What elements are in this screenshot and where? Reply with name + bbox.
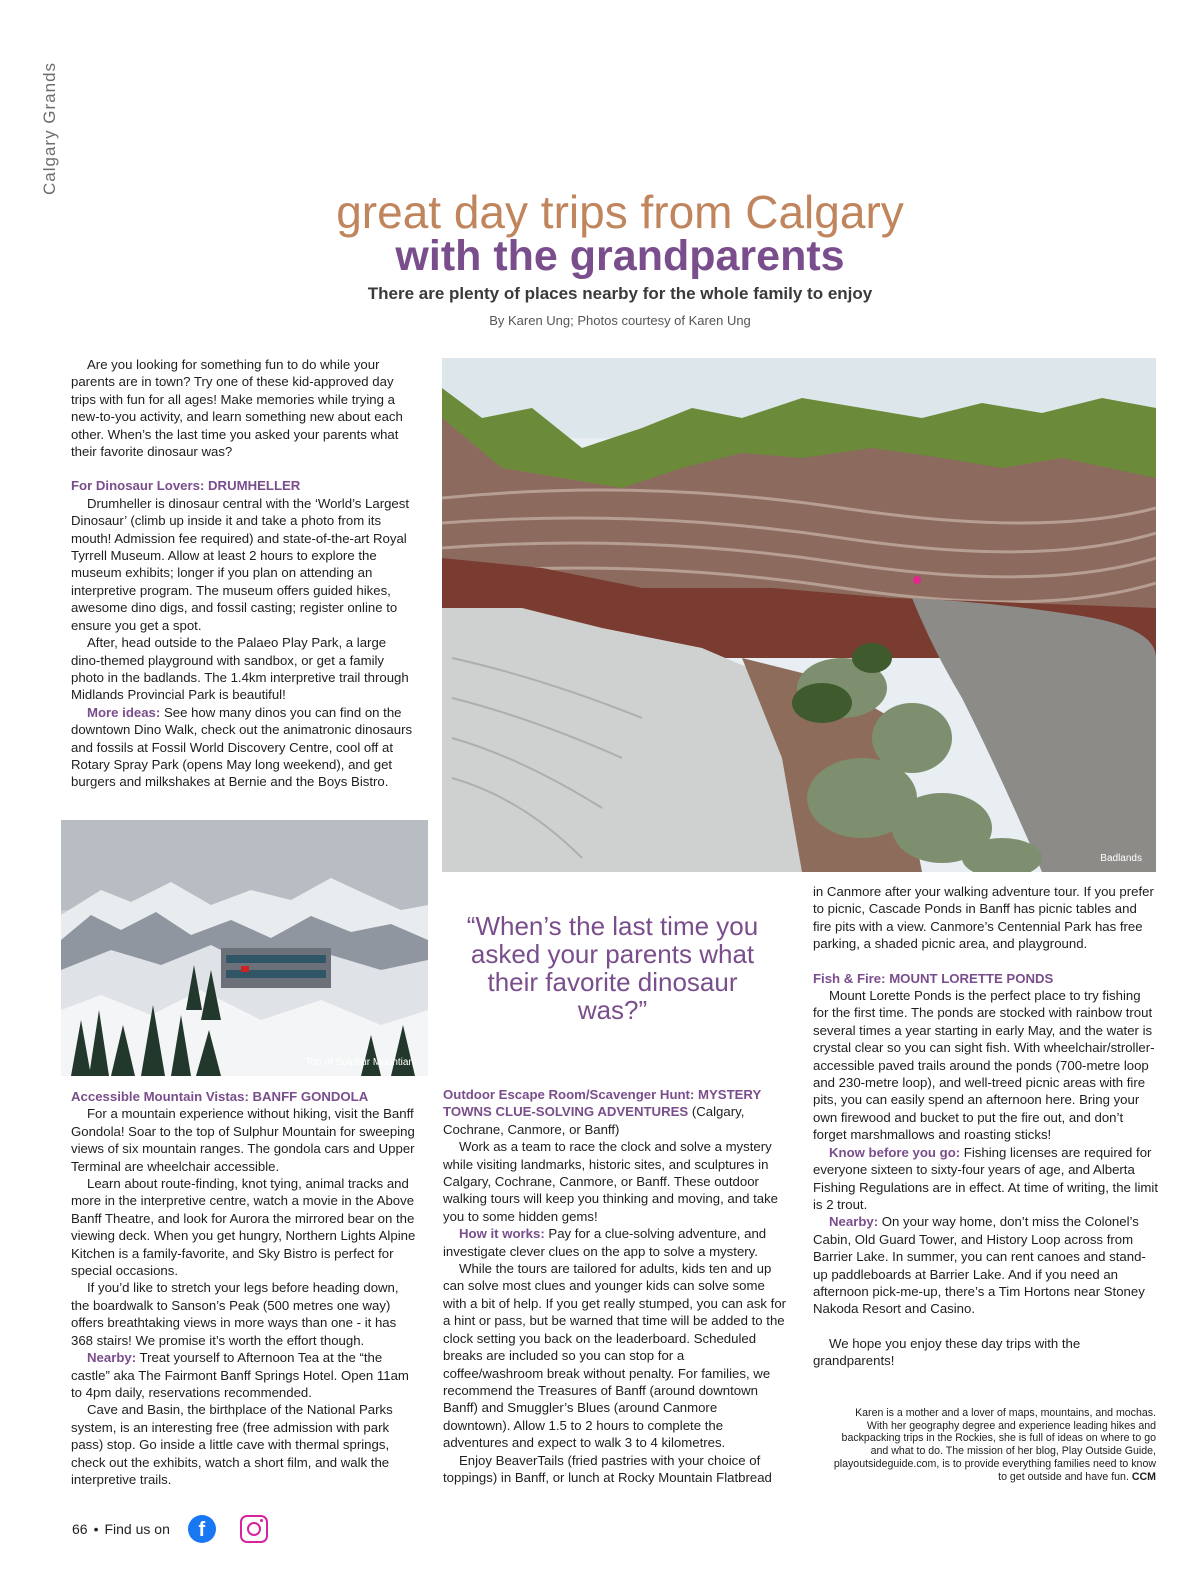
subheadline: There are plenty of places nearby for the whole family to enjoy	[367, 284, 873, 303]
badlands-scene-image	[442, 358, 1156, 872]
paragraph: Nearby: Treat yourself to Afternoon Tea at the “the castle” aka The Fairmont Banff Springs Hotel. Open 11am to 4pm daily, reservations recommended.	[71, 1350, 409, 1400]
section-heading-drumheller: For Dinosaur Lovers: DRUMHELLER	[71, 478, 301, 494]
photo-sulphur-mountain	[61, 820, 428, 1076]
author-bio: Karen is a mother and a lover of maps, mountains, and mochas. With her geography degree and experience leading hikes and backpacking trips in the Rockies, she is full of ideas on where to go and what to do. The mission of her blog, Play Outside Guide, playoutsideguide.com, is to provide everything families need to know to get outside and have fun. CCM	[833, 1407, 1156, 1483]
bullet: •	[93, 1521, 99, 1537]
paragraph: Know before you go: Fishing licenses are required for everyone sixteen to sixty-four years of age, and Alberta Fishing Regulations are in effect. At time of writing, the limit is 2 trout.	[813, 1144, 1158, 1212]
pull-quote: “When’s the last time you asked your parents what their favorite dinosaur was?”	[466, 911, 759, 1025]
headline-line1: great day trips from Calgary	[336, 186, 904, 238]
paragraph: Learn about route-finding, knot tying, animal tracks and more in the interpretive centre, watch a movie in the Above Banff Theatre, and look for Aurora the mirrored bear on the viewing deck. When you get hungry, Northern Lights Alpine Kitchen is a family-favorite, and Sky Bistro is perfect for special occasions.	[71, 1176, 416, 1279]
lead-in: Nearby:	[87, 1350, 137, 1366]
lead-in: How it works:	[459, 1226, 545, 1242]
paragraph: If you’d like to stretch your legs before heading down, the boardwalk to Sanson’s Peak (500 metres one way) offers breathtaking views in more ways than one - it has 368 stairs! We promise it’s worth the effort though.	[71, 1280, 399, 1348]
photo-caption: Badlands	[1100, 853, 1142, 864]
paragraph: Mount Lorette Ponds is the perfect place to try fishing for the first time. The ponds are stocked with rainbow trout several times a year starting in early May, and the water is crystal clear so you can sight fish. With wheelchair/stroller-accessible paved trails around the ponds (700-metre loop and 230-metre loop), and well-treed picnic areas with fire pits, you can easily spend an afternoon here. Bring your own firewood and bucket to put the fire out, and don’t forget marshmallows and roasting sticks!	[813, 988, 1155, 1143]
publication-mark: CCM	[1131, 1470, 1156, 1483]
section-label: Calgary Grands	[40, 61, 59, 195]
lead-in: Know before you go:	[829, 1144, 961, 1160]
paragraph: Cave and Basin, the birthplace of the National Parks system, is an interesting free (free admission with park pass) stop. Go inside a little cave with thermal springs, check out the exhibits, watch a short film, and walk the interpretive trails.	[71, 1402, 393, 1487]
intro-paragraph: Are you looking for something fun to do while your parents are in town? Try one of these kid-approved day trips with fun for all ages! Make memories while trying a new-to-you activity, and learn something new about each other. When’s the last time you asked your parents what their favorite dinosaur was?	[71, 357, 403, 460]
paragraph: Work as a team to race the clock and solve a mystery while visiting landmarks, historic sites, and sculptures in Calgary, Cochrane, Canmore, or Banff. These outdoor walking tours will keep you thinking and moving, and take you to some hidden gems!	[443, 1139, 779, 1224]
find-us-label: Find us on	[104, 1521, 170, 1537]
page-number: 66	[72, 1521, 88, 1537]
section-heading-mount-lorette: Fish & Fire: MOUNT LORETTE PONDS	[813, 970, 1054, 986]
article-column-1	[71, 356, 416, 791]
paragraph: How it works: Pay for a clue-solving adventure, and investigate clever clues on the app to solve a mystery.	[443, 1226, 767, 1259]
paragraph: Enjoy BeaverTails (fried pastries with your choice of toppings) in Banff, or lunch at Rocky Mountain Flatbread	[443, 1452, 772, 1485]
article-column-2	[443, 1086, 788, 1486]
section-heading-banff-gondola: Accessible Mountain Vistas: BANFF GONDOLA	[71, 1089, 369, 1104]
headline-line2: with the grandparents	[395, 232, 845, 280]
byline: By Karen Ung; Photos courtesy of Karen Ung	[489, 313, 751, 328]
mountain-scene-image	[61, 820, 428, 1076]
lead-in: More ideas:	[87, 704, 161, 720]
lead-in: Nearby:	[829, 1214, 879, 1230]
instagram-icon[interactable]	[240, 1515, 268, 1543]
paragraph: After, head outside to the Palaeo Play Park, a large dino-themed playground with sandbox, or get a family photo in the badlands. The 1.4km interpretive trail through Midlands Provincial Park is beautiful!	[71, 635, 409, 703]
photo-caption: Top of Sulphur Mountian	[305, 1057, 414, 1068]
paragraph: For a mountain experience without hiking, visit the Banff Gondola! Soar to the top of Sulphur Mountain for sweeping views of six mountain ranges. The gondola cars and Upper Terminal are wheelchair accessible.	[71, 1106, 415, 1174]
page-footer	[72, 1515, 268, 1543]
section-heading-mystery-towns: Outdoor Escape Room/Scavenger Hunt: MYSTERY TOWNS CLUE-SOLVING ADVENTURES (Calgary, Cochrane, Canmore, or Banff)	[443, 1087, 762, 1137]
article-column-1b	[71, 1088, 416, 1488]
paragraph: Nearby: On your way home, don’t miss the Colonel’s Cabin, Old Guard Tower, and History Loop across from Barrier Lake. In summer, you can rent canoes and stand-up paddleboards at Barrier Lake. And if you need an afternoon pick-me-up, there’s a Tim Hortons near Stoney Nakoda Resort and Casino.	[813, 1214, 1146, 1317]
facebook-icon[interactable]: f	[188, 1515, 216, 1543]
paragraph: While the tours are tailored for adults, kids ten and up can solve most clues and younger kids can solve some with a bit of help. If you get really stumped, you can ask for a hint or pass, but be warned that time will be added to the clock setting you back on the leaderboard. Scheduled breaks are included so you can stop for a coffee/washroom break without penalty. For families, we recommend the Treasures of Banff (around downtown Banff) and Smuggler’s Blues (around Canmore downtown). Allow 1.5 to 2 hours to complete the adventures and expect to walk 3 to 4 kilometres.	[443, 1261, 787, 1451]
paragraph: More ideas: See how many dinos you can find on the downtown Dino Walk, check out the animatronic dinosaurs and fossils at Fossil World Discovery Centre, cool off at Rotary Spray Park (opens May long weekend), and get burgers and milkshakes at Bernie and the Boys Bistro.	[71, 704, 413, 790]
closing-paragraph: We hope you enjoy these day trips with the grandparents!	[813, 1335, 1081, 1369]
paragraph: in Canmore after your walking adventure tour. If you prefer to picnic, Cascade Ponds in Banff has picnic tables and fire pits with a view. Canmore’s Centennial Park has free parking, a shaded picnic area, and playground.	[813, 884, 1154, 952]
photo-badlands	[442, 358, 1156, 872]
article-column-3	[813, 883, 1158, 1370]
paragraph: Drumheller is dinosaur central with the ‘World’s Largest Dinosaur’ (climb up inside it and take a photo from its mouth! Admission fee required) and state-of-the-art Royal Tyrrell Museum. Allow at least 2 hours to explore the museum exhibits; longer if you plan on attending an interpretive program. The museum offers guided hikes, awesome dino digs, and fossil casting; register online to ensure you get a spot.	[71, 495, 410, 633]
